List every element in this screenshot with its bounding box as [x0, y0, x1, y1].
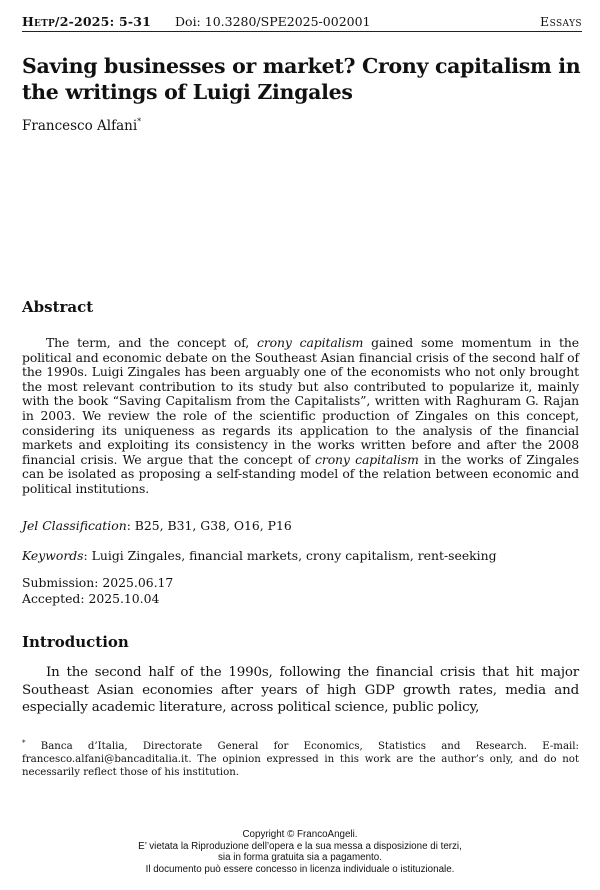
abstract-emphasis: crony capitalism [315, 451, 419, 467]
article-title: Saving businesses or market? Crony capitalism in the writings of Luigi Zingales [22, 54, 581, 104]
author-footnote [22, 737, 579, 779]
copyright-line: sia in forma gratuita sia a pagamento. [218, 852, 382, 863]
copyright-line: E’ vietata la Riproduzione dell’opera e la sua messa a disposizione di terzi, [138, 840, 462, 852]
keywords-label: Keywords [22, 548, 84, 563]
keywords-value: : Luigi Zingales, financial markets, crony capitalism, rent-seeking [83, 548, 497, 563]
submission-date: Submission: 2025.06.17 [22, 575, 174, 590]
copyright-line: Il documento può essere concesso in licenza individuale o istituzionale. [145, 863, 455, 875]
footnote-marker: * [22, 739, 26, 747]
introduction-text: In the second half of the 1990s, following the financial crisis that hit major Southeast Asian economies after years of high GDP growth rates, media and especially academic literature, across political science, public policy, [22, 665, 579, 715]
introduction-heading: Introduction [22, 633, 129, 651]
journal-issue: Hetp/2-2025: 5-31 [22, 14, 152, 29]
copyright-notice [0, 829, 600, 875]
abstract-text-part: The term, and the concept of, [46, 335, 258, 350]
jel-label: Jel Classification [22, 518, 127, 533]
abstract-text-part: gained some momentum in the political and economic debate on the Southeast Asian financial crisis of the second half of the 1990s. Luigi Zingales has been arguably one of the economists who not only brought the most relevant contribution to its study but also contributed to popularize it, mainly with the book “Saving Capitalism from the Capitalists”, written with Raghuram G. Rajan in 2003. We review the role of the scientific production of Zingales on this concept, considering its uniqueness as regards its application to the analysis of the financial markets and exploiting its consistency in the works written before and after the 2008 financial crisis. We argue that the concept of [22, 335, 579, 467]
section-label: Essays [540, 14, 582, 29]
running-head-left [22, 13, 371, 30]
doi-link[interactable]: Doi: 10.3280/SPE2025-002001 [175, 14, 371, 29]
author-footnote-marker[interactable]: * [137, 117, 142, 126]
abstract-text [22, 336, 579, 497]
footnote-text: Banca d’Italia, Directorate General for Economics, Statistics and Research. E-mail: francesco.alfani@bancaditalia.it. The opinion expressed in this work are the author’s only, and do not necessarily reflect those of his institution. [22, 741, 579, 778]
abstract-text-part: in the works of Zingales can be isolated as proposing a self-standing model of the relation between economic and political institutions. [22, 451, 580, 496]
accepted-date: Accepted: 2025.10.04 [22, 591, 160, 606]
keywords [22, 548, 497, 563]
author-line [22, 113, 141, 135]
abstract-heading: Abstract [22, 298, 94, 316]
jel-value: : B25, B31, G38, O16, P16 [126, 518, 292, 533]
author-name: Francesco Alfani [22, 118, 138, 134]
running-head [22, 13, 582, 32]
copyright-line: Copyright © FrancoAngeli. [242, 829, 358, 840]
abstract-emphasis: crony capitalism [257, 335, 364, 350]
jel-classification [22, 518, 292, 533]
